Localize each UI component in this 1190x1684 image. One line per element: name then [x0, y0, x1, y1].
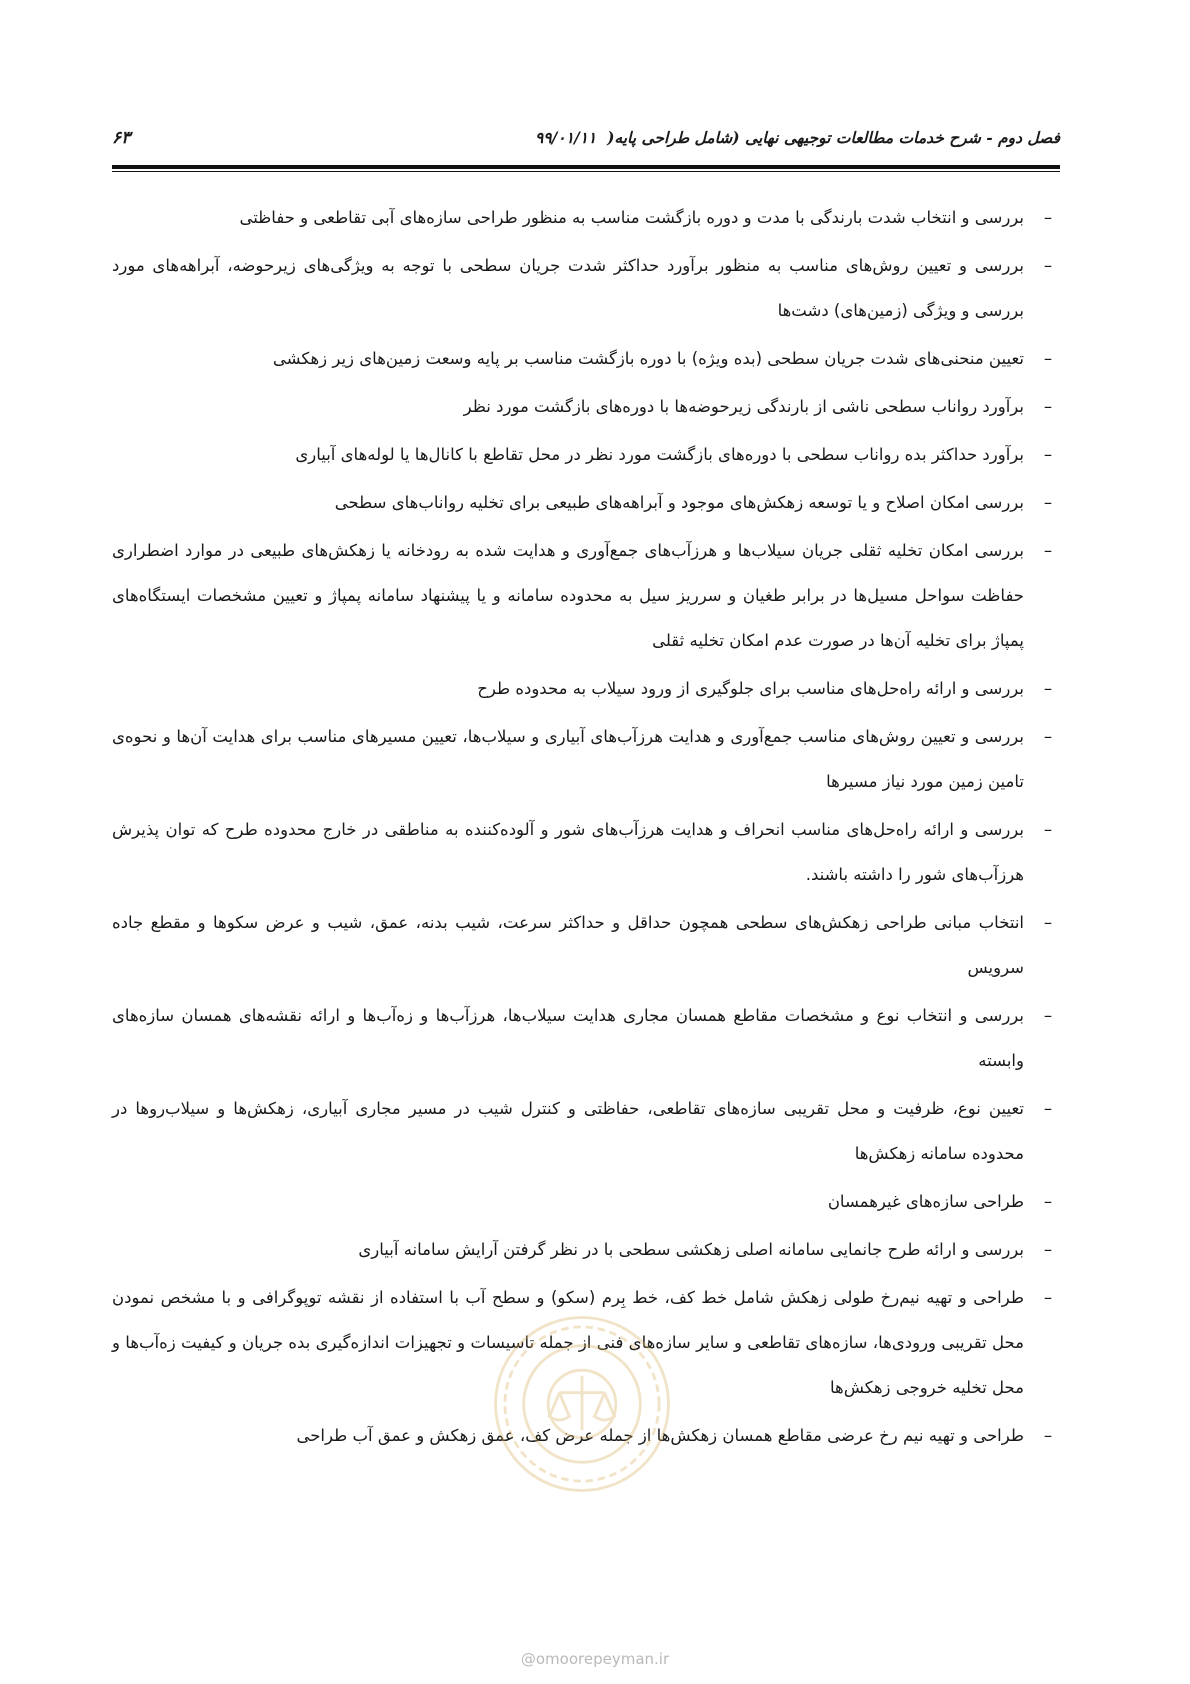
- list-item: [112, 336, 1060, 381]
- bullet-list: [112, 195, 1060, 1461]
- chapter-title: [535, 128, 1060, 147]
- list-item: [112, 993, 1060, 1083]
- watermark-seal-icon: [488, 1310, 676, 1498]
- list-item-text: انتخاب مبانی طراحی زهکش‌های سطحی همچون حداقل و حداکثر سرعت، شیب بدنه، عمق، شیب و عرض سکوها و مقطع جاده سرویس: [112, 913, 1024, 977]
- list-item-text: بررسی امکان تخلیه ثقلی جریان سیلاب‌ها و هرزآب‌های جمع‌آوری و هدایت شده به رودخانه یا زهکش‌های طبیعی در موارد اضطراری حفاظت سواحل مسیل‌ها در برابر طغیان و سرریز سیل به محدوده سامانه و یا پیشنهاد سامانه پمپاژ و تعیین مشخصات ایستگاه‌های پمپاژ برای تخلیه آن‌ها در صورت عدم امکان تخلیه ثقلی: [112, 541, 1024, 650]
- list-item-text: طراحی و تهیه نیم رخ عرضی مقاطع همسان زهکش‌ها از جمله عرض کف، عمق زهکش و عمق آب طراحی: [296, 1426, 1024, 1445]
- list-item-text: طراحی سازه‌های غیرهمسان: [827, 1192, 1024, 1211]
- list-item: [112, 666, 1060, 711]
- list-item-text: بررسی امکان اصلاح و یا توسعه زهکش‌های موجود و آبراهه‌های طبیعی برای تخلیه رواناب‌های سطحی: [334, 493, 1024, 512]
- dash-bullet: –: [1043, 1426, 1053, 1445]
- list-item-text: طراحی و تهیه نیم‌رخ طولی زهکش شامل خط کف، خط بِرم (سکو) و سطح آب با استفاده از نقشه توپوگرافی و با مشخص نمودن محل تقریبی ورودی‌ها، سازه‌های تقاطعی و سایر سازه‌های فنی از جمله تاسیسات و تجهیزات اندازه‌گیری بده جریان و کیفیت زه‌آب‌ها و محل تخلیه خروجی زهکش‌ها: [112, 1288, 1024, 1397]
- dash-bullet: –: [1043, 493, 1053, 512]
- list-item: [112, 528, 1060, 663]
- page-number: ۶۳: [112, 128, 131, 148]
- list-item-text: بررسی و ارائه راه‌حل‌های مناسب برای جلوگیری از ورود سیلاب به محدوده طرح: [477, 679, 1024, 698]
- list-item-text: بررسی و ارائه راه‌حل‌های مناسب انحراف و هدایت هرزآب‌های شور و آلوده‌کننده به مناطقی در خارج محدوده طرح که توان پذیرش هرزآب‌های شور را داشته باشند.: [112, 820, 1024, 884]
- watermark-site: @omoorepeyman.ir: [520, 1650, 670, 1668]
- list-item-text: بررسی و تعیین روش‌های مناسب به منظور برآورد حداکثر شدت جریان سطحی با توجه به ویژگی‌های زیرحوضه، آبراهه‌های مورد بررسی و ویژگی (زمین‌های) دشت‌ها: [112, 256, 1024, 320]
- header-rule-thin: [112, 171, 1060, 172]
- dash-bullet: –: [1043, 1240, 1053, 1259]
- list-item: [112, 432, 1060, 477]
- header-date: ۹۹/۰۱/۱۱: [534, 128, 597, 147]
- dash-bullet: –: [1043, 445, 1053, 464]
- dash-bullet: –: [1043, 1288, 1053, 1307]
- list-item: [112, 1086, 1060, 1176]
- dash-bullet: –: [1043, 1006, 1053, 1025]
- list-item-text: برآورد رواناب سطحی ناشی از بارندگی زیرحوضه‌ها با دوره‌های بازگشت مورد نظر: [463, 397, 1024, 416]
- dash-bullet: –: [1043, 913, 1053, 932]
- dash-bullet: –: [1043, 256, 1053, 275]
- list-item: [112, 807, 1060, 897]
- dash-bullet: –: [1043, 397, 1053, 416]
- list-item-text: برآورد حداکثر بده رواناب سطحی با دوره‌های بازگشت مورد نظر در محل تقاطع با کانال‌ها یا لوله‌های آبیاری: [295, 445, 1024, 464]
- dash-bullet: –: [1043, 1099, 1053, 1118]
- dash-bullet: –: [1043, 349, 1053, 368]
- list-item: [112, 900, 1060, 990]
- list-item: [112, 243, 1060, 333]
- list-item-text: تعیین منحنی‌های شدت جریان سطحی (بده ویژه) با دوره بازگشت مناسب بر پایه وسعت زمین‌های زیر زهکشی: [272, 349, 1024, 368]
- dash-bullet: –: [1043, 541, 1053, 560]
- dash-bullet: –: [1043, 1192, 1053, 1211]
- list-item-text: بررسی و تعیین روش‌های مناسب جمع‌آوری و هدایت هرزآب‌های آبیاری و سیلاب‌ها، تعیین مسیرهای مناسب برای هدایت آن‌ها و نحوه‌ی تامین زمین مورد نیاز مسیرها: [112, 727, 1024, 791]
- dash-bullet: –: [1043, 679, 1053, 698]
- list-item: [112, 1227, 1060, 1272]
- list-item-text: بررسی و انتخاب شدت بارندگی با مدت و دوره بازگشت مناسب به منظور طراحی سازه‌های آبی تقاطعی و حفاظتی: [239, 208, 1024, 227]
- list-item: [112, 384, 1060, 429]
- header-rule-thick: [112, 165, 1060, 169]
- page-header: [112, 128, 1060, 158]
- list-item-text: تعیین نوع، ظرفیت و محل تقریبی سازه‌های تقاطعی، حفاظتی و کنترل شیب در مسیر مجاری آبیاری، زهکش‌ها و سیلاب‌روها در محدوده سامانه زهکش‌ها: [112, 1099, 1024, 1163]
- chapter-title-text: فصل دوم - شرح خدمات مطالعات توجیهی نهایی (شامل طراحی پایه(: [607, 128, 1060, 147]
- list-item: [112, 714, 1060, 804]
- dash-bullet: –: [1043, 820, 1053, 839]
- list-item: [112, 1179, 1060, 1224]
- dash-bullet: –: [1043, 208, 1053, 227]
- list-item: [112, 480, 1060, 525]
- dash-bullet: –: [1043, 727, 1053, 746]
- list-item-text: بررسی و ارائه طرح جانمایی سامانه اصلی زهکشی سطحی با در نظر گرفتن آرایش سامانه آبیاری: [358, 1240, 1024, 1259]
- list-item: [112, 195, 1060, 240]
- list-item-text: بررسی و انتخاب نوع و مشخصات مقاطع همسان مجاری هدایت سیلاب‌ها، هرزآب‌ها و زه‌آب‌ها و ارائه نقشه‌های همسان سازه‌های وابسته: [112, 1006, 1024, 1070]
